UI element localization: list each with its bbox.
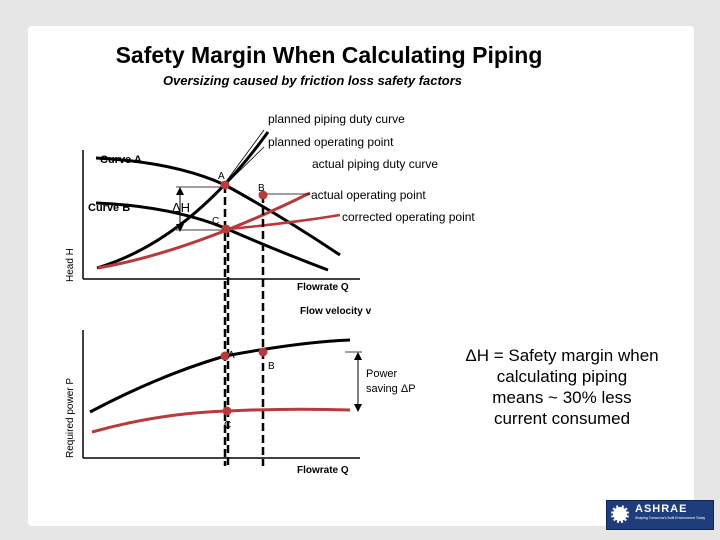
label-curve-a: Curve A bbox=[100, 154, 142, 166]
point-c-marker bbox=[222, 225, 231, 234]
bottom-y-axis-label: Required power P bbox=[65, 377, 76, 458]
bottom-point-b-marker bbox=[259, 348, 268, 357]
leader-planned-point bbox=[225, 147, 264, 185]
label-planned-curve: planned piping duty curve bbox=[268, 112, 405, 126]
page-title: Safety Margin When Calculating Piping bbox=[115, 42, 543, 68]
bottom-chart bbox=[65, 330, 416, 476]
label-planned-point: planned operating point bbox=[268, 135, 394, 149]
power-saving-arrow-head-up bbox=[354, 352, 362, 360]
logo-name: ASHRAE bbox=[635, 503, 688, 515]
power-saving-arrow-head-down bbox=[354, 404, 362, 412]
label-point-c: C bbox=[212, 216, 220, 227]
top-chart bbox=[65, 112, 475, 466]
note-line-2: calculating piping bbox=[496, 367, 628, 386]
note-line-4: current consumed bbox=[493, 409, 631, 428]
flow-velocity-label: Flow velocity v bbox=[300, 306, 372, 317]
bottom-point-c-marker bbox=[223, 407, 232, 416]
safety-margin-note bbox=[456, 345, 668, 429]
page-subtitle: Oversizing caused by friction loss safety factors bbox=[162, 73, 463, 88]
leader-planned-curve bbox=[225, 130, 264, 183]
bottom-label-point-a: A bbox=[228, 350, 235, 361]
power-curve-planned bbox=[90, 340, 350, 412]
label-actual-point: actual operating point bbox=[311, 188, 426, 202]
power-curve-corrected bbox=[92, 409, 350, 432]
top-y-axis-label: Head H bbox=[65, 248, 76, 282]
bottom-label-point-b: B bbox=[268, 361, 275, 372]
note-line-1: ΔH = Safety margin when bbox=[465, 346, 659, 365]
top-x-axis-label: Flowrate Q bbox=[297, 282, 349, 293]
bottom-label-point-c: C bbox=[224, 420, 232, 431]
label-curve-b: Curve B bbox=[88, 202, 131, 214]
label-delta-h: ΔH bbox=[172, 200, 191, 215]
gear-icon bbox=[611, 505, 629, 523]
ashrae-logo bbox=[606, 500, 714, 530]
label-point-b: B bbox=[258, 183, 265, 194]
power-saving-label-1: Power bbox=[366, 368, 398, 380]
logo-tagline: Shaping Tomorrow's Built Environment Today bbox=[635, 516, 706, 520]
note-line-3: means ~ 30% less bbox=[492, 388, 632, 407]
label-actual-curve: actual piping duty curve bbox=[312, 157, 439, 171]
label-corrected-point: corrected operating point bbox=[342, 210, 475, 224]
delta-h-arrow-head-up bbox=[176, 187, 184, 195]
label-point-a: A bbox=[218, 171, 225, 182]
power-saving-label-2: saving ΔP bbox=[366, 383, 416, 395]
bottom-x-axis-label: Flowrate Q bbox=[297, 465, 349, 476]
